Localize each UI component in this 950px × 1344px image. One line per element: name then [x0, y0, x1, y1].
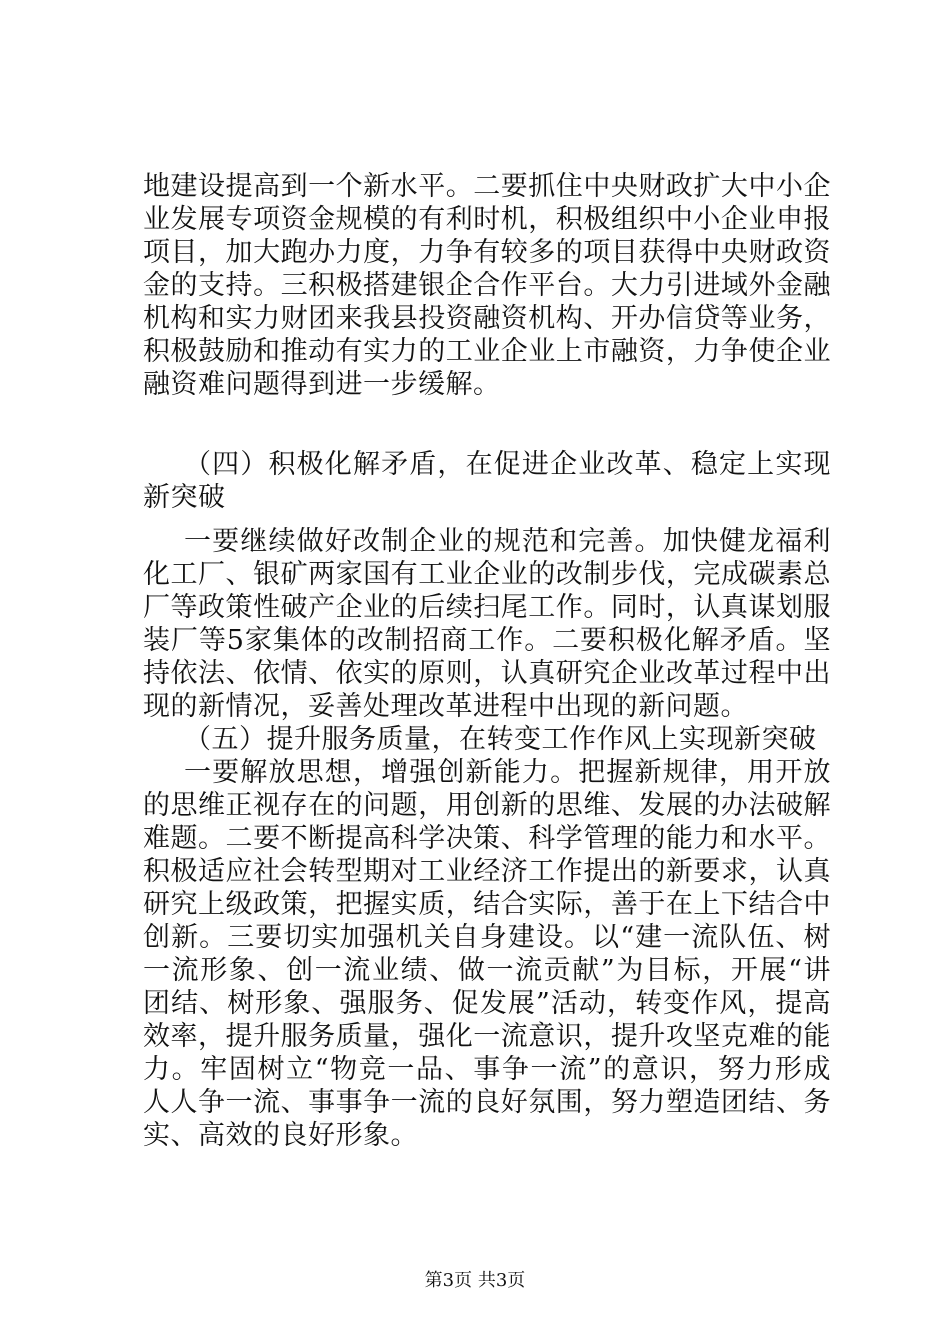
paragraph-enterprise-reform: 一要继续做好改制企业的规范和完善。加快健龙福利化工厂、银矿两家国有工业企业的改制步伐，完成碳素总厂等政策性破产企业的后续扫尾工作。同时，认真谋划服装厂等5家集体的改制招商工作。二要积极化解矛盾。坚持依法、依情、依实的原则，认真研究企业改革过程中出现的新情况，妥善处理改革进程中出现的新问题。 [143, 526, 831, 722]
page-number-footer: 第3页 共3页 [424, 1270, 526, 1291]
paragraph-financing: 地建设提高到一个新水平。二要抓住中央财政扩大中小企业发展专项资金规模的有利时机，积极组织中小企业申报项目，加大跑办力度，力争有较多的项目获得中央财政资金的支持。三积极搭建银企合作平台。大力引进域外金融机构和实力财团来我县投资融资机构、开办信贷等业务，积极鼓励和推动有实力的工业企业上市融资，力争使企业融资难问题得到进一步缓解。 [143, 171, 831, 400]
paragraph-gap [143, 514, 831, 525]
paragraph-service-quality: 一要解放思想，增强创新能力。把握新规律，用开放的思维正视存在的问题，用创新的思维、发展的办法破解难题。二要不断提高科学决策、科学管理的能力和水平。积极适应社会转型期对工业经济工作提出的新要求，认真研究上级政策，把握实质，结合实际，善于在上下结合中创新。三要切实加强机关自身建设。以“建一流队伍、树一流形象、创一流业绩、做一流贡献”为目标，开展“讲团结、树形象、强服务、促发展”活动，转变作风，提高效率，提升服务质量，强化一流意识，提升攻坚克难的能力。牢固树立“物竞一品、事争一流”的意识，努力形成人人争一流、事事争一流的良好氛围，努力塑造团结、务实、高效的良好形象。 [143, 757, 831, 1151]
document-body [143, 170, 831, 1152]
paragraph-gap [143, 401, 831, 448]
section-heading-5: （五）提升服务质量，在转变工作作风上实现新突破 [184, 724, 817, 755]
section-heading-4: （四）积极化解矛盾，在促进企业改革、稳定上实现新突破 [143, 449, 831, 513]
